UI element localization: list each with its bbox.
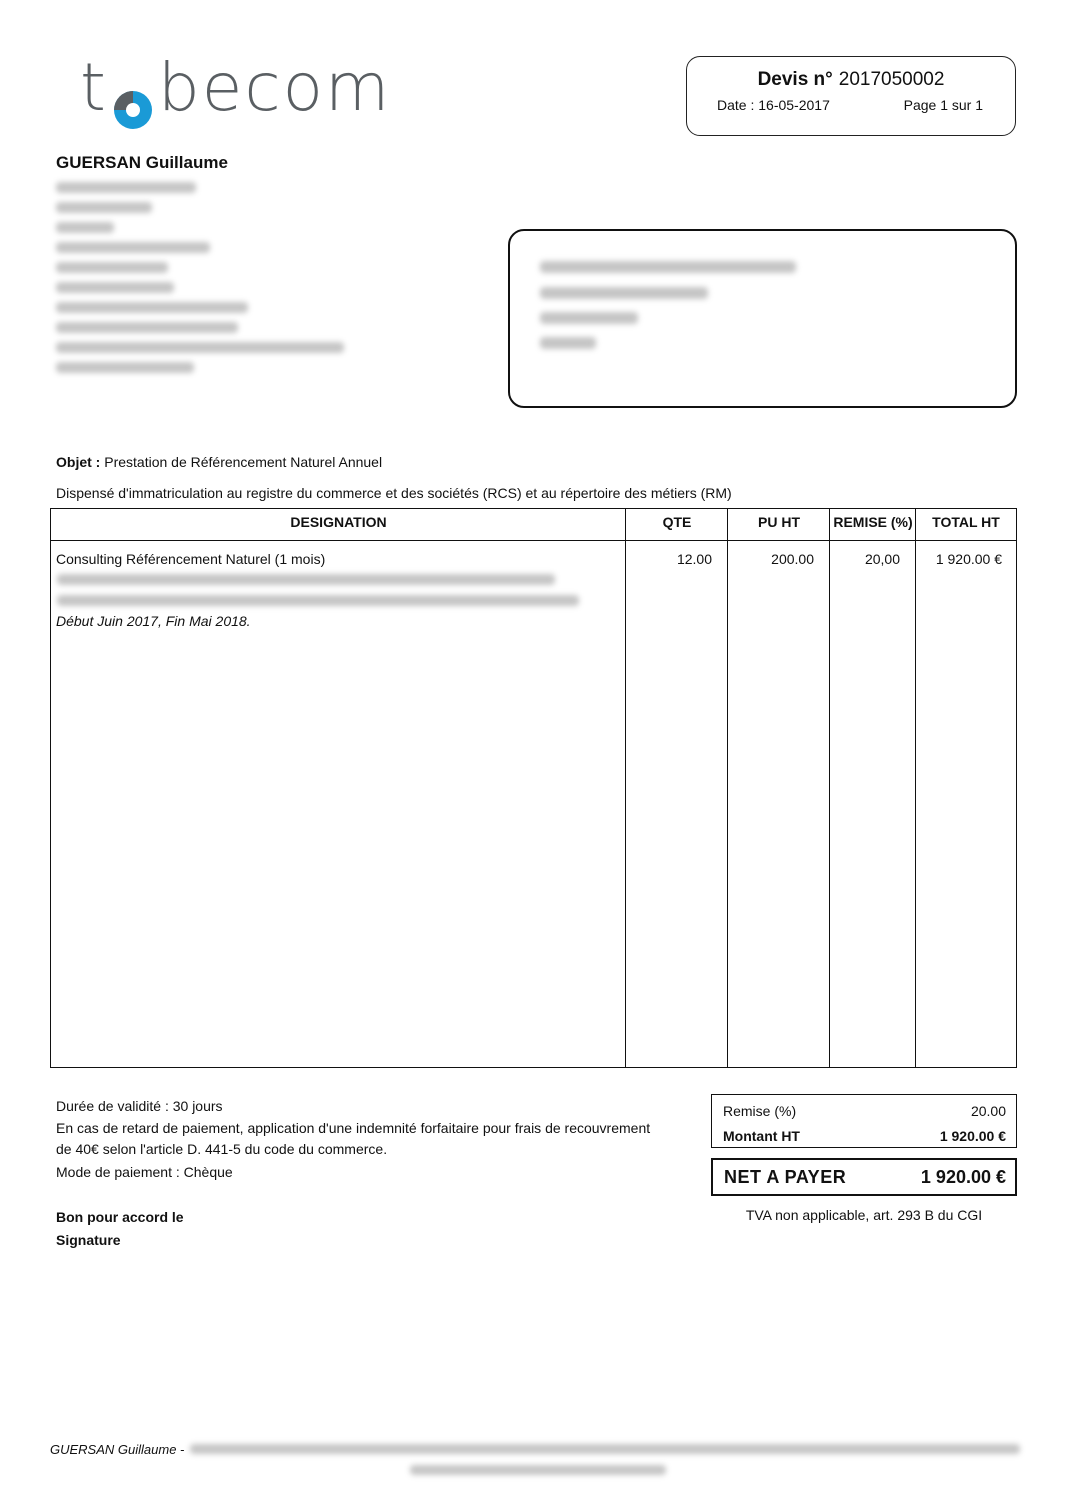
subject-label: Objet : xyxy=(56,454,101,470)
column-divider xyxy=(727,509,728,1067)
late-payment-condition: En cas de retard de paiement, application d'une indemnité forfaitaire pour frais de recouvrement xyxy=(56,1120,651,1136)
column-divider xyxy=(915,509,916,1067)
validity-condition: Durée de validité : 30 jours xyxy=(56,1098,223,1114)
montant-label: Montant HT xyxy=(723,1128,800,1144)
company-logo xyxy=(80,48,392,126)
footer-name: GUERSAN Guillaume - xyxy=(50,1442,185,1457)
exemption-notice: Dispensé d'immatriculation au registre du commerce et des sociétés (RCS) et au répertoire des métiers (RM) xyxy=(56,485,732,501)
montant-value: 1 920.00 € xyxy=(939,1128,1006,1144)
table-header xyxy=(51,509,1016,541)
header-pu-ht: PU HT xyxy=(758,514,800,530)
header-remise: REMISE (%) xyxy=(833,514,913,530)
footer-details-redacted xyxy=(190,1444,1020,1454)
quote-header-box xyxy=(686,56,1016,136)
net-to-pay-box xyxy=(711,1158,1017,1196)
totals-box xyxy=(711,1094,1017,1148)
sender-details-redacted xyxy=(56,180,356,380)
quote-title xyxy=(687,69,1015,91)
quote-date: Date : 16-05-2017 xyxy=(717,97,830,113)
row-designation: Consulting Référencement Naturel (1 mois) xyxy=(56,551,326,567)
recipient-redacted-line xyxy=(540,312,638,324)
logo-circle-icon xyxy=(111,71,155,115)
subject-text: Prestation de Référencement Naturel Annuel xyxy=(104,454,383,470)
row-total-ht: 1 920.00 € xyxy=(935,551,1002,567)
row-qte: 12.00 xyxy=(676,551,712,567)
montant-row xyxy=(723,1128,1006,1144)
recipient-redacted-line xyxy=(540,287,708,299)
column-divider xyxy=(625,509,626,1067)
header-total-ht: TOTAL HT xyxy=(932,514,1000,530)
logo-text-start: t xyxy=(80,48,108,126)
approval-label: Bon pour accord le xyxy=(56,1209,184,1225)
recipient-redacted-line xyxy=(540,261,796,273)
quote-page: Page 1 sur 1 xyxy=(903,97,983,113)
logo-text-end: becom xyxy=(157,48,392,126)
column-divider xyxy=(829,509,830,1067)
recipient-redacted-line xyxy=(540,337,596,349)
quote-number: 2017050002 xyxy=(838,69,945,90)
payment-method: Mode de paiement : Chèque xyxy=(56,1164,233,1180)
remise-value: 20.00 xyxy=(970,1103,1006,1119)
tva-note: TVA non applicable, art. 293 B du CGI xyxy=(745,1207,983,1223)
quote-title-label: Devis n° xyxy=(757,69,833,90)
header-designation: DESIGNATION xyxy=(290,514,387,530)
recipient-address-box xyxy=(508,229,1017,408)
header-qte: QTE xyxy=(662,514,692,530)
late-payment-condition-cont: de 40€ selon l'article D. 441-5 du code du commerce. xyxy=(56,1141,388,1157)
footer-details-redacted xyxy=(410,1465,666,1475)
quote-table xyxy=(50,508,1017,1068)
row-period: Début Juin 2017, Fin Mai 2018. xyxy=(56,613,251,629)
signature-label: Signature xyxy=(56,1232,121,1248)
remise-row xyxy=(723,1103,1006,1119)
row-pu-ht: 200.00 xyxy=(771,551,814,567)
row-remise: 20,00 xyxy=(864,551,900,567)
net-label: NET A PAYER xyxy=(724,1167,847,1187)
subject-line xyxy=(56,454,382,470)
row-description-redacted xyxy=(57,574,555,585)
sender-name: GUERSAN Guillaume xyxy=(56,153,228,172)
remise-label: Remise (%) xyxy=(723,1103,797,1119)
row-description-redacted xyxy=(57,595,579,606)
net-value: 1 920.00 € xyxy=(920,1167,1006,1187)
